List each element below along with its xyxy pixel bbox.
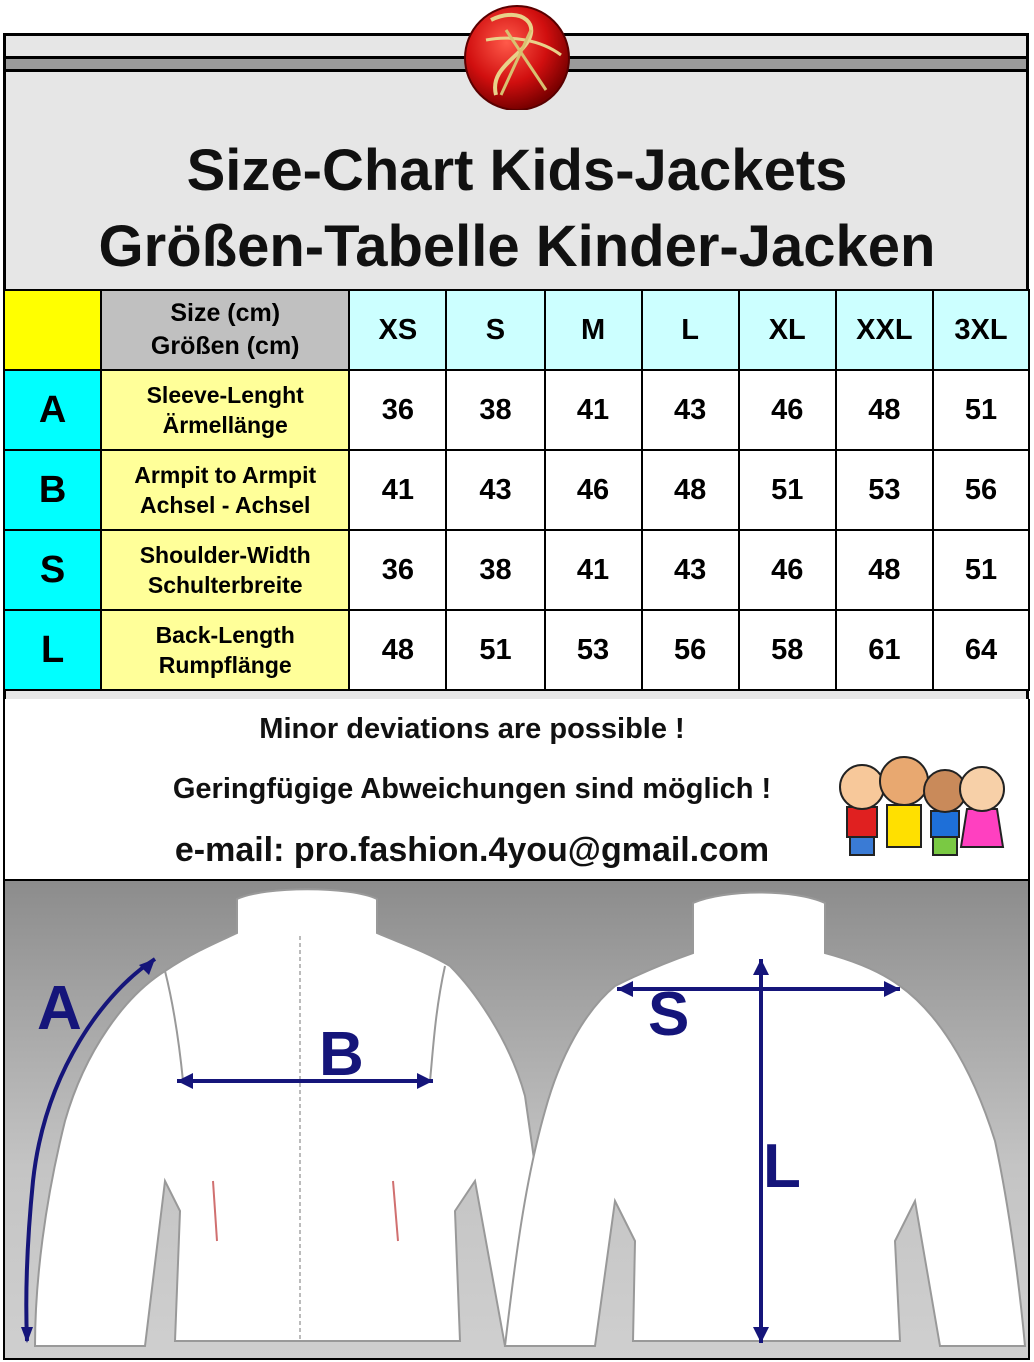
value-cell: 41	[349, 450, 446, 530]
value-cell: 56	[642, 610, 739, 690]
value-cell: 53	[836, 450, 933, 530]
row-name-en: Sleeve-Lenght	[146, 382, 304, 408]
value-cell: 46	[545, 450, 642, 530]
size-header: M	[545, 290, 642, 370]
row-key: S	[4, 530, 101, 610]
label-b: B	[319, 1020, 364, 1089]
notes-panel	[3, 699, 1030, 881]
size-label-en: Size (cm)	[170, 299, 281, 327]
value-cell: 43	[446, 450, 544, 530]
row-name-cell	[101, 450, 349, 530]
value-cell: 56	[933, 450, 1029, 530]
size-header: XS	[349, 290, 446, 370]
row-name-de: Rumpflänge	[158, 652, 292, 678]
corner-cell	[4, 290, 101, 370]
table-row-back	[4, 610, 1029, 690]
row-name-en: Back-Length	[155, 622, 295, 648]
value-cell: 36	[349, 530, 446, 610]
title-english: Size-Chart Kids-Jackets	[186, 138, 848, 203]
size-header: XL	[739, 290, 836, 370]
value-cell: 51	[446, 610, 544, 690]
row-name-de: Achsel - Achsel	[139, 492, 311, 518]
value-cell: 43	[642, 370, 739, 450]
value-cell: 41	[545, 530, 642, 610]
value-cell: 48	[836, 530, 933, 610]
value-cell: 53	[545, 610, 642, 690]
size-header: 3XL	[933, 290, 1029, 370]
size-header: XXL	[836, 290, 933, 370]
value-cell: 43	[642, 530, 739, 610]
value-cell: 41	[545, 370, 642, 450]
value-cell: 48	[642, 450, 739, 530]
size-header: S	[446, 290, 544, 370]
size-label-de: Größen (cm)	[150, 332, 300, 360]
value-cell: 61	[836, 610, 933, 690]
table-row-sleeve	[4, 370, 1029, 450]
label-a: A	[37, 974, 82, 1043]
value-cell: 48	[836, 370, 933, 450]
value-cell: 58	[739, 610, 836, 690]
note-english: Minor deviations are possible !	[259, 713, 685, 745]
value-cell: 46	[739, 530, 836, 610]
measurement-diagram	[3, 881, 1030, 1360]
row-name-en: Armpit to Armpit	[134, 462, 317, 488]
value-cell: 38	[446, 370, 544, 450]
row-key: L	[4, 610, 101, 690]
jacket-drawing	[5, 881, 1032, 1360]
label-s: S	[648, 980, 690, 1049]
back-jacket-outline	[505, 893, 1025, 1347]
value-cell: 64	[933, 610, 1029, 690]
size-table	[3, 289, 1030, 691]
row-name-cell	[101, 370, 349, 450]
brand-logo	[451, 0, 583, 110]
contact-email: e-mail: pro.fashion.4you@gmail.com	[174, 831, 770, 869]
row-name-de: Ärmellänge	[162, 412, 288, 438]
value-cell: 51	[739, 450, 836, 530]
row-name-en: Shoulder-Width	[139, 542, 311, 568]
row-name-de: Schulterbreite	[147, 572, 303, 598]
value-cell: 38	[446, 530, 544, 610]
value-cell: 51	[933, 530, 1029, 610]
title-german: Größen-Tabelle Kinder-Jacken	[98, 214, 936, 279]
table-row-shoulder	[4, 530, 1029, 610]
value-cell: 46	[739, 370, 836, 450]
size-label-cell	[101, 290, 349, 370]
value-cell: 36	[349, 370, 446, 450]
front-jacket-outline	[35, 889, 560, 1346]
row-key: A	[4, 370, 101, 450]
kids-illustration	[835, 747, 1031, 867]
row-key: B	[4, 450, 101, 530]
note-german: Geringfügige Abweichungen sind möglich !	[172, 773, 772, 805]
value-cell: 48	[349, 610, 446, 690]
row-name-cell	[101, 610, 349, 690]
table-row-armpit	[4, 450, 1029, 530]
row-name-cell	[101, 530, 349, 610]
size-header: L	[642, 290, 739, 370]
label-l: L	[763, 1132, 801, 1201]
value-cell: 51	[933, 370, 1029, 450]
size-header-row	[4, 290, 1029, 370]
